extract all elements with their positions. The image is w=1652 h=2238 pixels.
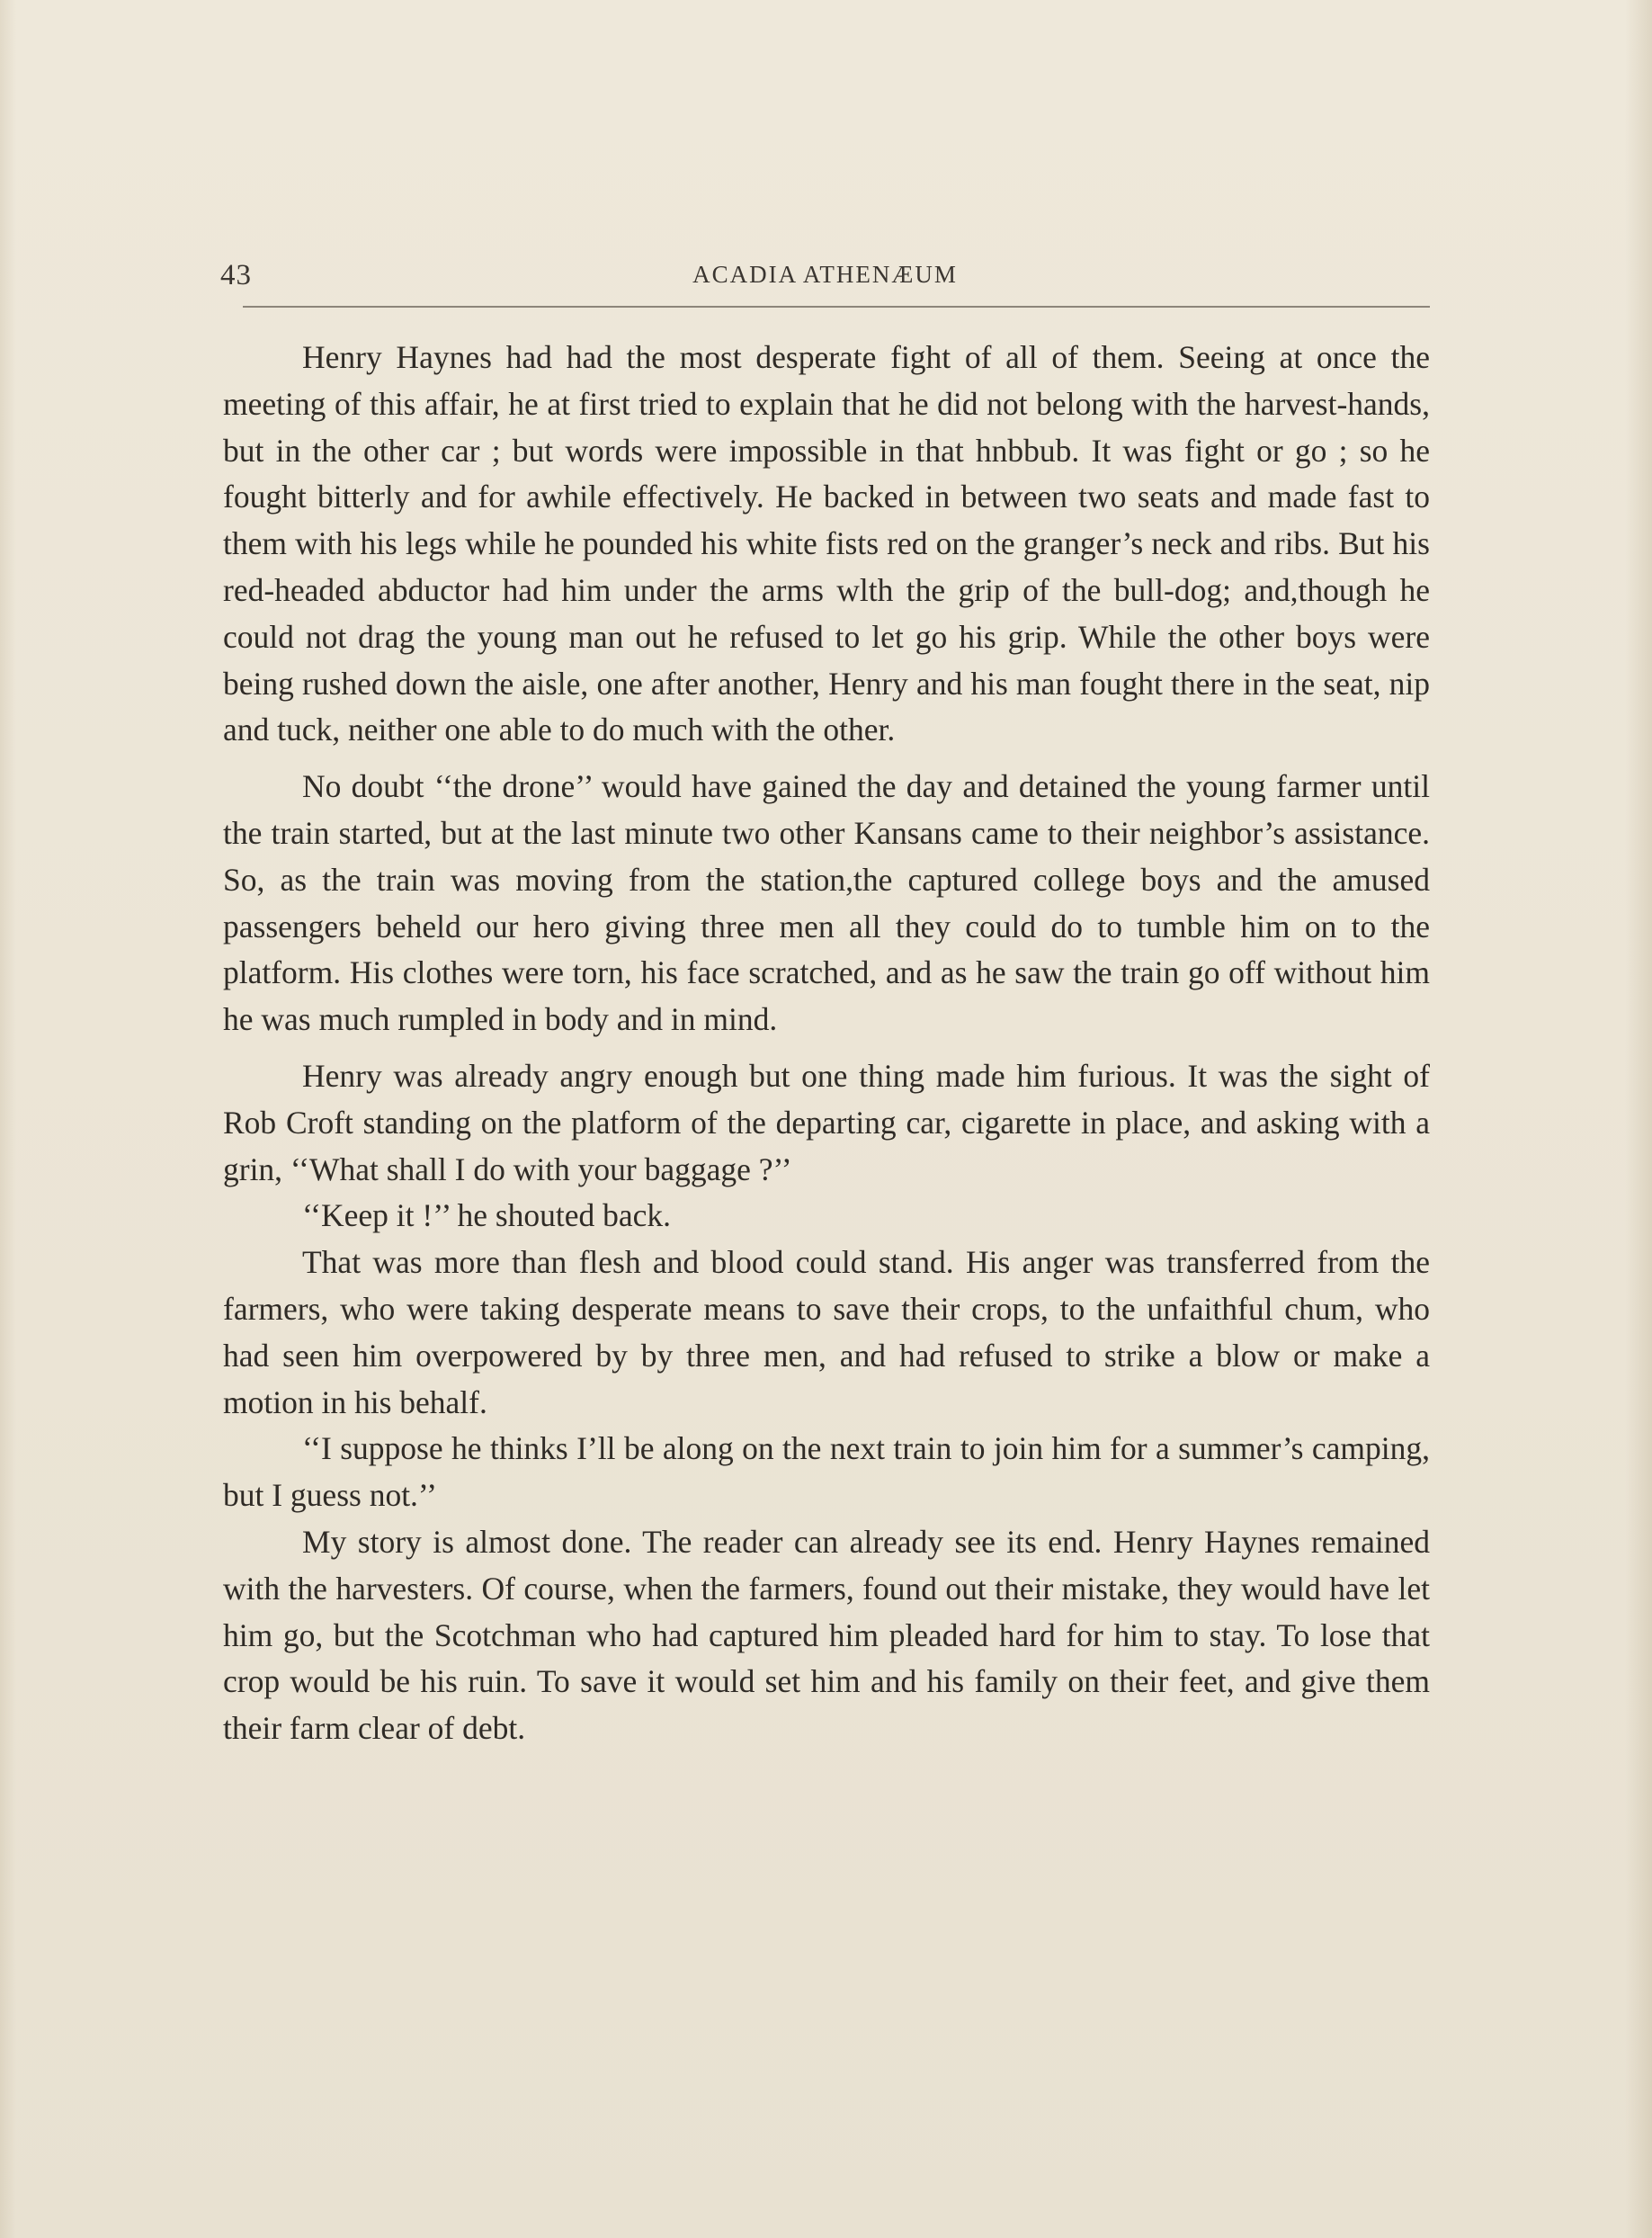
page-shadow-left — [0, 0, 16, 2238]
paragraph: My story is almost done. The reader can already see its end. Henry Haynes remained with the harvesters. Of course, when the farmers, found out their mistake, they would have let him go, but the Scotchman who had captured him pleaded hard for him to stay. To lose that crop would be his ruin. To save it would set him and his family on their feet, and give them their farm clear of debt. — [223, 1523, 1430, 1747]
running-head: ACADIA ATHENÆUM — [692, 261, 958, 288]
page-number: 43 — [220, 259, 252, 291]
paragraph: That was more than flesh and blood could stand. His anger was transferred from the farmers, who were taking desperate means to save their crops, to the unfaithful chum, who had seen him overpowered by by three men, and had refused to strike a blow or make a motion in his behalf. — [223, 1244, 1430, 1420]
paragraph: No doubt ‘‘the drone’’ would have gained the day and detained the young farmer until the train started, but at the last minute two other Kansans came to their neighbor’s assistance. So, as the train was moving from the station,the captured college boys and the amused passengers beheld our hero giving three men all they could do to tumble him on to the platform. His clothes were torn, his face scratched, and as he saw the train go off without him he was much rumpled in body and in mind. — [223, 768, 1430, 1038]
page-header — [220, 259, 1430, 295]
paragraph: Henry Haynes had had the most desperate fight of all of them. Seeing at once the meeting of this affair, he at first tried to explain that he did not belong with the harvest-hands, but in the other car ; but words were impossible in that hnbbub. It was fight or go ; so he fought bitterly and for awhile effectively. He backed in between two seats and made fast to them with his legs while he pounded his white fists red on the granger’s neck and ribs. But his red-headed abductor had him under the arms wlth the grip of the bull-dog; and,though he could not drag the young man out he refused to let go his grip. While the other boys were being rushed down the aisle, one after another, Henry and his man fought there in the seat, nip and tuck, neither one able to do much with the other. — [223, 339, 1430, 748]
page-shadow-right — [1625, 0, 1652, 2238]
body-text — [223, 335, 1430, 1752]
paragraph: Henry was already angry enough but one thing made him furious. It was the sight of Rob Croft standing on the platform of the departing car, cigarette in place, and asking with a grin, ‘‘What shall I do with your baggage ?’’ — [223, 1057, 1430, 1187]
paragraph: ‘‘I suppose he thinks I’ll be along on the next train to join him for a summer’s camping, but I guess not.’’ — [223, 1430, 1430, 1514]
header-rule — [243, 306, 1430, 308]
paragraph: ‘‘Keep it !’’ he shouted back. — [302, 1197, 672, 1234]
